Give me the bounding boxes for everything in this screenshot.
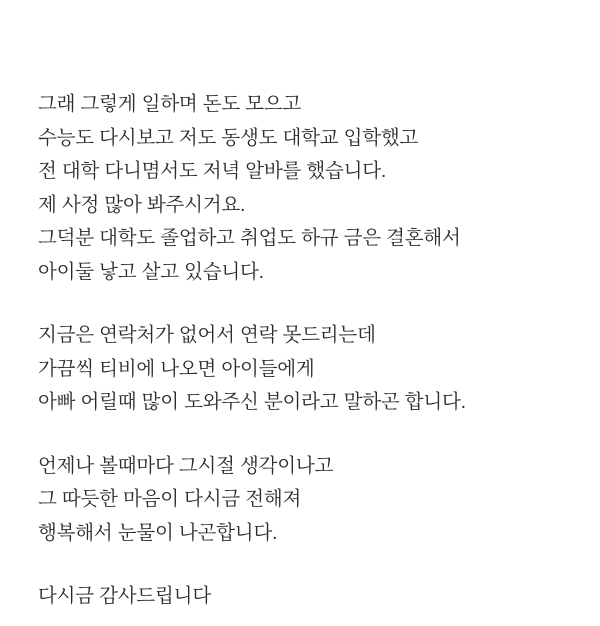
text-line: 아빠 어릴때 많이 도와주신 분이라고 말하곤 합니다.	[38, 391, 466, 413]
text-line: 전 대학 다니몀서도 저녁 알바를 했습니다.	[38, 160, 387, 182]
text-line: 아이둘 낳고 살고 있습니다.	[38, 260, 264, 283]
text-line: 수능도 다시보고 저도 동생도 대학교 입학했고	[38, 126, 419, 149]
text-line: 다시금 감사드립니다	[38, 585, 211, 607]
text-line: 언제나 볼때마다 그시절 생각이나고	[38, 454, 334, 477]
paragraph-1	[38, 88, 564, 289]
text-line: 그덕분 대학도 졸업하고 취업도 하규 금은 결혼해서	[38, 227, 461, 249]
paragraph-2	[38, 319, 564, 420]
text-line: 제 사정 많아 봐주시거요.	[38, 193, 246, 216]
text-line: 그래 그렇게 일하며 돈도 모으고	[38, 93, 302, 115]
text-line: 가끔씩 티비에 나오면 아이들에게	[38, 357, 315, 380]
paragraph-4	[38, 580, 564, 614]
text-line: 그 따듯한 마음이 다시금 전해져	[38, 488, 302, 510]
paragraph-3	[38, 450, 564, 551]
text-line: 행복해서 눈물이 나곤합니다.	[38, 521, 278, 544]
text-line: 지금은 연락처가 없어서 연락 못드리는데	[38, 324, 376, 346]
